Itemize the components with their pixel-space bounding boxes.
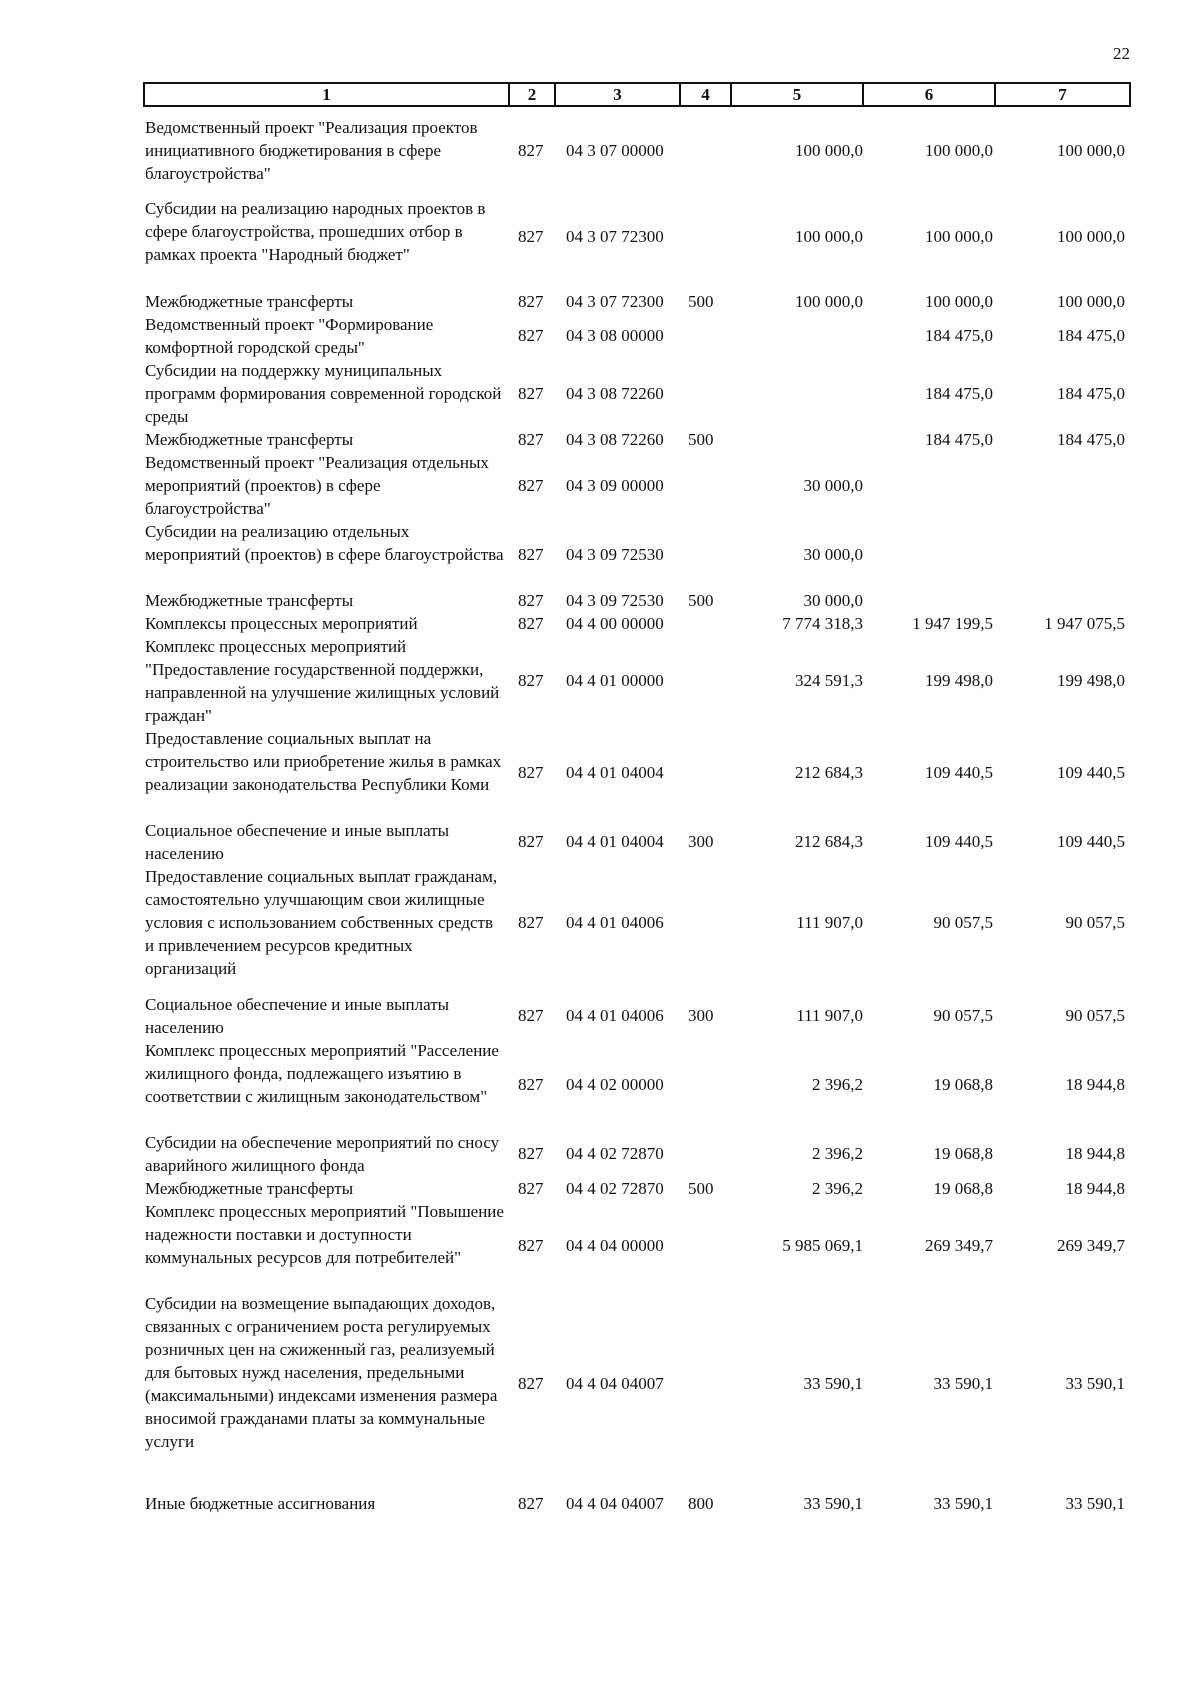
row-ved: 827 <box>518 591 544 610</box>
row-y1: 100 000,0 <box>795 292 863 311</box>
row-ved: 827 <box>518 545 544 564</box>
row-name: Ведомственный проект "Реализация проектов инициативного бюджетирования в сфере благоустройства" <box>145 118 478 183</box>
row-csr: 04 4 02 00000 <box>566 1075 664 1094</box>
row-name: Межбюджетные трансферты <box>145 292 354 311</box>
row-ved: 827 <box>518 614 544 633</box>
row-y2: 269 349,7 <box>925 1236 993 1255</box>
row-vr: 500 <box>688 430 714 449</box>
row-csr: 04 4 04 04007 <box>566 1494 664 1513</box>
row-name: Субсидии на реализацию народных проектов в сфере благоустройства, прошедших отбор в рамках проекта "Народный бюджет" <box>145 199 486 264</box>
row-y1: 100 000,0 <box>795 141 863 160</box>
row-name: Комплексы процессных мероприятий <box>145 614 418 633</box>
row-y1: 33 590,1 <box>803 1494 863 1513</box>
row-y2: 100 000,0 <box>925 292 993 311</box>
row-ved: 827 <box>518 1006 544 1025</box>
row-vr: 500 <box>688 292 714 311</box>
row-y2: 90 057,5 <box>933 1006 993 1025</box>
row-ved: 827 <box>518 832 544 851</box>
row-ved: 827 <box>518 326 544 345</box>
row-y1: 5 985 069,1 <box>782 1236 863 1255</box>
row-ved: 827 <box>518 227 544 246</box>
row-y3: 18 944,8 <box>1065 1179 1125 1198</box>
row-vr: 300 <box>688 832 714 851</box>
row-vr: 800 <box>688 1494 714 1513</box>
row-csr: 04 4 04 04007 <box>566 1374 664 1393</box>
row-y3: 109 440,5 <box>1057 832 1125 851</box>
row-y1: 111 907,0 <box>796 1006 863 1025</box>
row-name: Комплекс процессных мероприятий "Повышение надежности поставки и доступности коммунальных ресурсов для потребителей" <box>145 1202 504 1267</box>
row-ved: 827 <box>518 1144 544 1163</box>
row-vr: 500 <box>688 591 714 610</box>
row-y2: 19 068,8 <box>933 1075 993 1094</box>
row-y2: 33 590,1 <box>933 1374 993 1393</box>
row-y1: 33 590,1 <box>803 1374 863 1393</box>
row-name: Комплекс процессных мероприятий "Предоставление государственной поддержки, направленной на улучшение жилищных условий граждан" <box>145 637 500 725</box>
column-header-4: 4 <box>680 83 731 106</box>
row-y3: 100 000,0 <box>1057 292 1125 311</box>
row-y3: 184 475,0 <box>1057 384 1125 403</box>
column-header-5: 5 <box>731 83 863 106</box>
row-y2: 19 068,8 <box>933 1144 993 1163</box>
row-y3: 18 944,8 <box>1065 1075 1125 1094</box>
row-ved: 827 <box>518 1075 544 1094</box>
row-y2: 184 475,0 <box>925 430 993 449</box>
row-y2: 90 057,5 <box>933 913 993 932</box>
row-csr: 04 4 01 04006 <box>566 913 664 932</box>
row-csr: 04 4 01 00000 <box>566 671 664 690</box>
row-y3: 33 590,1 <box>1065 1374 1125 1393</box>
row-y3: 90 057,5 <box>1065 913 1125 932</box>
row-csr: 04 3 07 00000 <box>566 141 664 160</box>
row-y1: 2 396,2 <box>812 1144 863 1163</box>
row-csr: 04 4 02 72870 <box>566 1144 664 1163</box>
row-ved: 827 <box>518 763 544 782</box>
row-csr: 04 4 01 04004 <box>566 763 664 782</box>
column-header-table <box>143 82 1131 107</box>
row-csr: 04 4 00 00000 <box>566 614 664 633</box>
row-y2: 19 068,8 <box>933 1179 993 1198</box>
row-csr: 04 3 08 72260 <box>566 384 664 403</box>
row-name: Субсидии на обеспечение мероприятий по сносу аварийного жилищного фонда <box>145 1133 500 1175</box>
row-y1: 7 774 318,3 <box>782 614 863 633</box>
row-csr: 04 3 09 72530 <box>566 591 664 610</box>
row-csr: 04 4 02 72870 <box>566 1179 664 1198</box>
row-name: Субсидии на возмещение выпадающих доходов, связанных с ограничением роста регулируемых розничных цен на сжиженный газ, реализуемый для бытовых нужд населения, предельными (максимальными) индексами изменения размера вносимой гражданами платы за коммунальные услуги <box>145 1294 498 1451</box>
row-y2: 33 590,1 <box>933 1494 993 1513</box>
row-ved: 827 <box>518 671 544 690</box>
row-y3: 33 590,1 <box>1065 1494 1125 1513</box>
column-header-2: 2 <box>509 83 555 106</box>
row-y2: 184 475,0 <box>925 326 993 345</box>
row-y3: 100 000,0 <box>1057 227 1125 246</box>
row-y2: 199 498,0 <box>925 671 993 690</box>
row-name: Социальное обеспечение и иные выплаты населению <box>145 995 450 1037</box>
row-name: Субсидии на реализацию отдельных мероприятий (проектов) в сфере благоустройства <box>145 522 504 564</box>
row-y2: 109 440,5 <box>925 832 993 851</box>
row-y1: 30 000,0 <box>803 476 863 495</box>
row-y2: 184 475,0 <box>925 384 993 403</box>
row-name: Предоставление социальных выплат на строительство или приобретение жилья в рамках реализации законодательства Республики Коми <box>145 729 502 794</box>
row-name: Социальное обеспечение и иные выплаты населению <box>145 821 450 863</box>
row-ved: 827 <box>518 1236 544 1255</box>
row-name: Субсидии на поддержку муниципальных программ формирования современной городской среды <box>145 361 502 426</box>
row-ved: 827 <box>518 913 544 932</box>
row-y3: 1 947 075,5 <box>1044 614 1125 633</box>
row-y2: 109 440,5 <box>925 763 993 782</box>
row-ved: 827 <box>518 292 544 311</box>
row-name: Межбюджетные трансферты <box>145 430 354 449</box>
row-csr: 04 3 07 72300 <box>566 292 664 311</box>
row-ved: 827 <box>518 476 544 495</box>
row-ved: 827 <box>518 430 544 449</box>
row-name: Межбюджетные трансферты <box>145 591 354 610</box>
column-header-7: 7 <box>995 83 1130 106</box>
row-ved: 827 <box>518 1494 544 1513</box>
row-y3: 199 498,0 <box>1057 671 1125 690</box>
row-y1: 30 000,0 <box>803 545 863 564</box>
row-y1: 2 396,2 <box>812 1075 863 1094</box>
row-y1: 324 591,3 <box>795 671 863 690</box>
row-csr: 04 3 09 72530 <box>566 545 664 564</box>
row-y1: 111 907,0 <box>796 913 863 932</box>
row-y3: 269 349,7 <box>1057 1236 1125 1255</box>
row-y2: 1 947 199,5 <box>912 614 993 633</box>
column-header-6: 6 <box>863 83 995 106</box>
row-ved: 827 <box>518 1179 544 1198</box>
row-y1: 212 684,3 <box>795 763 863 782</box>
row-y2: 100 000,0 <box>925 141 993 160</box>
row-csr: 04 4 01 04006 <box>566 1006 664 1025</box>
row-name: Межбюджетные трансферты <box>145 1179 354 1198</box>
row-name: Ведомственный проект "Формирование комфортной городской среды" <box>145 315 434 357</box>
row-csr: 04 4 01 04004 <box>566 832 664 851</box>
row-y1: 2 396,2 <box>812 1179 863 1198</box>
row-y3: 109 440,5 <box>1057 763 1125 782</box>
row-y3: 100 000,0 <box>1057 141 1125 160</box>
row-name: Комплекс процессных мероприятий "Расселение жилищного фонда, подлежащего изъятию в соответствии с жилищным законодательством" <box>145 1041 499 1106</box>
row-y3: 184 475,0 <box>1057 430 1125 449</box>
row-vr: 300 <box>688 1006 714 1025</box>
row-name: Иные бюджетные ассигнования <box>145 1494 376 1513</box>
row-ved: 827 <box>518 1374 544 1393</box>
row-csr: 04 3 07 72300 <box>566 227 664 246</box>
row-y1: 212 684,3 <box>795 832 863 851</box>
row-y3: 90 057,5 <box>1065 1006 1125 1025</box>
row-csr: 04 3 09 00000 <box>566 476 664 495</box>
page-number: 22 <box>1113 44 1130 63</box>
row-y3: 184 475,0 <box>1057 326 1125 345</box>
row-y1: 100 000,0 <box>795 227 863 246</box>
column-header-3: 3 <box>555 83 680 106</box>
row-csr: 04 3 08 00000 <box>566 326 664 345</box>
row-csr: 04 3 08 72260 <box>566 430 664 449</box>
row-y1: 30 000,0 <box>803 591 863 610</box>
row-ved: 827 <box>518 384 544 403</box>
row-name: Предоставление социальных выплат гражданам, самостоятельно улучшающим свои жилищные условия с использованием собственных средств и привлечением ресурсов кредитных организаций <box>145 867 498 978</box>
row-name: Ведомственный проект "Реализация отдельных мероприятий (проектов) в сфере благоустройства" <box>145 453 489 518</box>
row-y2: 100 000,0 <box>925 227 993 246</box>
row-ved: 827 <box>518 141 544 160</box>
row-vr: 500 <box>688 1179 714 1198</box>
row-y3: 18 944,8 <box>1065 1144 1125 1163</box>
column-header-1: 1 <box>144 83 509 106</box>
row-csr: 04 4 04 00000 <box>566 1236 664 1255</box>
column-header-row <box>144 83 1130 106</box>
